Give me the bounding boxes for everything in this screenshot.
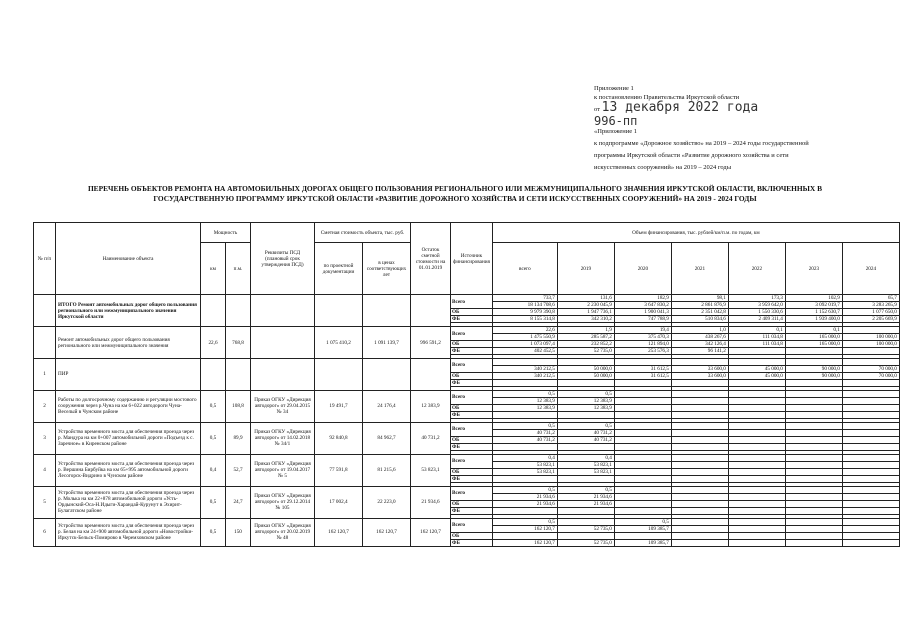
cell: 50 000,0 [557, 372, 614, 379]
row-source: ФБ [451, 316, 493, 323]
cell: 1 550 330,6 [728, 309, 785, 316]
cell-pm: 52,7 [226, 454, 251, 486]
cell: 98,1 [671, 295, 728, 302]
cell-psd: Приказ ОГКУ «Дирекция автодорог» от 20.02.2019 № 48 [251, 518, 315, 546]
program-line-3: искусственных сооружений» на 2019 – 2024 годы [594, 164, 732, 171]
header-2020: 2020 [614, 243, 671, 295]
cell: 0,4 [557, 454, 614, 461]
header-pm: п.м. [226, 243, 251, 295]
row-source: Всего [451, 295, 493, 309]
table-row [34, 359, 900, 366]
cell-km: 0,5 [201, 518, 226, 546]
program-line-2: программы Иркутской области «Развитие дорожного хозяйства и сети [594, 152, 789, 159]
cell-km: 0,4 [201, 454, 226, 486]
row-number: 4 [34, 454, 56, 486]
cell: 96 141,2 [671, 348, 728, 355]
row-number: 2 [34, 390, 56, 422]
cell: 100 000,0 [842, 341, 899, 348]
row-name: Ремонт автомобильных дорог общего пользования регионального или межмуниципального значения [56, 327, 201, 359]
header-est-psd: по проектной документации [315, 243, 363, 295]
cell: 9 979 390,8 [492, 309, 557, 316]
cell-km: 22,6 [201, 327, 226, 359]
cell: 162 120,7 [492, 525, 557, 532]
cell: 21 934,6 [557, 493, 614, 500]
cell-est-psd: 92 840,8 [315, 422, 363, 454]
cell: 109 385,7 [614, 525, 671, 532]
cell-psd: Приказ ОГКУ «Дирекция автодорог» от 29.04.2015 № 34 [251, 390, 315, 422]
program-line-1: к подпрограмме «Дорожное хозяйство» на 2019 – 2024 годы государственной [594, 140, 809, 147]
cell-psd: Приказ ОГКУ «Дирекция автодорог» от 29.12.2014 № 105 [251, 486, 315, 518]
row-number: 3 [34, 422, 56, 454]
row-source: Всего [451, 486, 493, 500]
cell: 111 034,8 [728, 341, 785, 348]
decree-number: 996-пп [594, 114, 638, 128]
cell: 1 077 650,0 [842, 309, 899, 316]
cell: 131,6 [557, 295, 614, 302]
row-number: 6 [34, 518, 56, 546]
cell: 1 475 550,9 [492, 334, 557, 341]
cell: 402 452,5 [492, 348, 557, 355]
cell: 45 000,0 [728, 365, 785, 372]
decree-line: к постановлению Правительства Иркутской области [594, 94, 740, 101]
table-row [34, 327, 900, 334]
cell [842, 327, 899, 334]
cell-rest: 53 823,1 [411, 454, 451, 486]
row-source: ОБ [451, 468, 493, 475]
row-source: ФБ [451, 475, 493, 482]
cell: 2 409 311,4 [728, 316, 785, 323]
cell: 121 894,0 [614, 341, 671, 348]
cell: 109 385,7 [614, 539, 671, 546]
cell: 1 947 736,1 [557, 309, 614, 316]
cell: 21 934,6 [492, 500, 557, 507]
cell: 1 900 041,3 [614, 309, 671, 316]
header-volume: Объем финансирования, тыс. рублей/км/п.м. по годам, км [492, 223, 899, 243]
row-name: ПИР [56, 359, 201, 391]
cell: 53 823,1 [492, 468, 557, 475]
document-title [40, 184, 870, 204]
cell: 2 230 045,9 [557, 302, 614, 309]
cell: 0,5 [557, 390, 614, 397]
cell: 342 310,2 [557, 316, 614, 323]
cell: 438 267,6 [671, 334, 728, 341]
cell: 33 600,0 [671, 365, 728, 372]
row-source: ОБ [451, 532, 493, 539]
row-source: ОБ [451, 500, 493, 507]
cell: 12 383,9 [557, 397, 614, 404]
decree-date: 13 декабря 2022 года [601, 100, 759, 115]
row-source: ФБ [451, 539, 493, 546]
cell: 1 073 097,4 [492, 341, 557, 348]
row-source: Всего [451, 359, 493, 373]
cell: 40 731,2 [557, 429, 614, 436]
cell: 232 852,2 [557, 341, 614, 348]
cell: 53 823,1 [557, 461, 614, 468]
cell: 3 283 265,9 [842, 302, 899, 309]
table-row [34, 486, 900, 493]
cell: 90 000,0 [785, 372, 842, 379]
row-source: ФБ [451, 507, 493, 514]
row-source: Всего [451, 518, 493, 532]
cell: 52 735,0 [557, 539, 614, 546]
cell: 1 152 630,7 [785, 309, 842, 316]
cell: 0,5 [492, 518, 557, 525]
cell-rest: 12 383,9 [411, 390, 451, 422]
cell: 12 383,9 [557, 404, 614, 411]
cell: 340 212,5 [492, 372, 557, 379]
cell: 31 612,5 [614, 365, 671, 372]
cell-km: 0,5 [201, 390, 226, 422]
date-prefix: от [594, 106, 601, 113]
cell: 52 735,0 [557, 525, 614, 532]
cell: 0,5 [492, 486, 557, 493]
header-2024: 2024 [842, 243, 899, 295]
cell: 0,1 [728, 327, 785, 334]
cell: 22,6 [492, 327, 557, 334]
cell-est-psd: 162 120,7 [315, 518, 363, 546]
cell-pm: 108,8 [226, 390, 251, 422]
cell-est-cur: 22 223,0 [363, 486, 411, 518]
header-estimate: Сметная стоимость объекта, тыс. руб. [315, 223, 411, 243]
table-row [34, 518, 900, 525]
cell-est-psd: 17 002,4 [315, 486, 363, 518]
row-source: ФБ [451, 379, 493, 386]
cell: 2 351 042,8 [671, 309, 728, 316]
header-total: всего [492, 243, 557, 295]
cell: 1 939 400,0 [785, 316, 842, 323]
row-source: ОБ [451, 436, 493, 443]
cell: 0,5 [492, 422, 557, 429]
row-source: ОБ [451, 309, 493, 316]
header-2022: 2022 [728, 243, 785, 295]
row-number: 5 [34, 486, 56, 518]
cell: 285 587,2 [557, 334, 614, 341]
table-row [34, 422, 900, 429]
cell-est-psd: 1 075 410,2 [315, 327, 363, 359]
cell: 0,5 [614, 518, 671, 525]
cell: 0,1 [785, 327, 842, 334]
row-source: ФБ [451, 411, 493, 418]
cell-km: 0,5 [201, 422, 226, 454]
title-line-1: ПЕРЕЧЕНЬ ОБЪЕКТОВ РЕМОНТА НА АВТОМОБИЛЬНЫХ ДОРОГАХ ОБЩЕГО ПОЛЬЗОВАНИЯ РЕГИОНАЛЬНОГО ИЛИ МЕЖМУНИЦИПАЛЬНОГО ЗНАЧЕНИЯ ИРКУТСКОЙ ОБЛАСТИ, ВКЛЮЧЕННЫХ В [87, 184, 823, 193]
cell: 0,5 [557, 486, 614, 493]
cell: 0,4 [492, 454, 557, 461]
cell-pm: 24,7 [226, 486, 251, 518]
cell-pm: 89,9 [226, 422, 251, 454]
cell-est-cur: 162 120,7 [363, 518, 411, 546]
cell: 40 731,2 [492, 429, 557, 436]
cell: 12 383,9 [492, 404, 557, 411]
header-name: Наименование объекта [56, 223, 201, 295]
row-name: Устройство временного моста для обеспечения проезда через р. Молька на км 22+878 автомобильной дороги «Усть-Ордынский-Оса-Н.Идыги-Харандай-Курунут в Эхирит-Булагатском районе [56, 486, 201, 518]
row-source: Всего [451, 327, 493, 341]
row-source: Всего [451, 390, 493, 404]
header-power: Мощность [201, 223, 251, 243]
row-name: Устройство временного моста для обеспечения проезда через р. Белая на км 24+900 автомобильной дороги «Новостройки-Иркутск-Бельск-Помирово в Черемховском районе [56, 518, 201, 546]
row-name: Устройство временного моста для обеспечения проезда через р. Вершина Бирбуйка на км 65+995 автомобильной дороги Лесогорск-Видрино в Чунском районе [56, 454, 201, 486]
cell: 340 212,5 [492, 365, 557, 372]
cell-pm: 768,8 [226, 327, 251, 359]
row-source: ФБ [451, 443, 493, 450]
cell: 90 000,0 [785, 365, 842, 372]
cell [728, 348, 785, 355]
table-row [34, 390, 900, 397]
header-2021: 2021 [671, 243, 728, 295]
cell-rest: 21 934,6 [411, 486, 451, 518]
row-source: Всего [451, 422, 493, 436]
row-source: ОБ [451, 341, 493, 348]
cell: 21 934,6 [557, 500, 614, 507]
cell: 2 205 669,9 [842, 316, 899, 323]
header-2019: 2019 [557, 243, 614, 295]
cell-km: 0,5 [201, 486, 226, 518]
cell: 733,7 [492, 295, 557, 302]
table-row [34, 295, 900, 302]
cell-est-cur: 1 091 139,7 [363, 327, 411, 359]
header-psd: Реквизиты ПСД (плановый срок утверждения ПСД) [251, 223, 315, 295]
row-number: 1 [34, 359, 56, 391]
cell: 375 470,3 [614, 334, 671, 341]
cell-psd: Приказ ОГКУ «Дирекция автодорог» от 19.04.2017 № 5 [251, 454, 315, 486]
cell: 165 000,0 [785, 341, 842, 348]
cell: 53 823,1 [557, 468, 614, 475]
objects-table [33, 222, 900, 547]
cell: 40 731,2 [557, 436, 614, 443]
header-2023: 2023 [785, 243, 842, 295]
header-est-cur: в ценах соответствующих лет [363, 243, 411, 295]
row-name: ИТОГО Ремонт автомобильных дорог общего пользования регионального или межмуниципального значения Иркутской области [56, 295, 201, 327]
cell: 52 735,0 [557, 348, 614, 355]
cell: 65,7 [842, 295, 899, 302]
cell: 50 000,0 [557, 365, 614, 372]
cell [785, 348, 842, 355]
cell: 100 000,0 [842, 334, 899, 341]
row-source: ОБ [451, 372, 493, 379]
cell: 253 576,3 [614, 348, 671, 355]
header-rest: Остаток сметной стоимости на 01.01.2019 [411, 223, 451, 295]
row-source: ОБ [451, 404, 493, 411]
cell: 33 600,0 [671, 372, 728, 379]
header-num: № п/п [34, 223, 56, 295]
header-km: км [201, 243, 226, 295]
cell: 111 034,8 [728, 334, 785, 341]
cell: 21 934,6 [492, 493, 557, 500]
cell: 45 000,0 [728, 372, 785, 379]
cell: 2 861 876,9 [671, 302, 728, 309]
cell: 162 120,7 [492, 539, 557, 546]
cell: 173,3 [728, 295, 785, 302]
cell: 31 612,5 [614, 372, 671, 379]
cell: 18 134 708,6 [492, 302, 557, 309]
cell: 3 959 642,0 [728, 302, 785, 309]
cell [557, 518, 614, 525]
cell: 165 000,0 [785, 334, 842, 341]
header-source: Источник финансирования [451, 223, 493, 295]
cell-psd: Приказ ОГКУ «Дирекция автодорог» от 14.02.2018 № 34/1 [251, 422, 315, 454]
cell: 510 834,6 [671, 316, 728, 323]
cell-pm: 150 [226, 518, 251, 546]
cell: 53 823,1 [492, 461, 557, 468]
cell: 0,5 [492, 390, 557, 397]
cell-est-cur: 84 962,7 [363, 422, 411, 454]
table-row [34, 454, 900, 461]
appendix-label: Приложение 1 [594, 85, 634, 92]
cell-est-psd: 19 491,7 [315, 390, 363, 422]
cell-rest: 996 591,2 [411, 327, 451, 359]
row-source: Всего [451, 454, 493, 468]
cell: 8 155 314,8 [492, 316, 557, 323]
cell: 3 092 019,7 [785, 302, 842, 309]
cell: 1,0 [671, 327, 728, 334]
cell [842, 348, 899, 355]
cell-rest: 162 120,7 [411, 518, 451, 546]
cell-rest: 40 731,2 [411, 422, 451, 454]
cell-est-cur: 81 215,6 [363, 454, 411, 486]
cell: 182,9 [614, 295, 671, 302]
cell: 342 126,4 [671, 341, 728, 348]
cell-est-cur: 24 176,4 [363, 390, 411, 422]
cell-est-psd: 77 591,8 [315, 454, 363, 486]
cell: 12 383,9 [492, 397, 557, 404]
cell: 3 647 830,2 [614, 302, 671, 309]
row-name: Работы по долгосрочному содержанию и регуляции мостового сооружения через р.Чуна на км 6+022 автодороги Чуна-Веселый в Чунском районе [56, 390, 201, 422]
cell: 1,9 [557, 327, 614, 334]
decree-header [594, 84, 809, 172]
cell: 0,5 [557, 422, 614, 429]
cell: 102,9 [785, 295, 842, 302]
cell: 70 000,0 [842, 365, 899, 372]
cell: 70 000,0 [842, 372, 899, 379]
appendix-label-2: «Приложение 1 [594, 128, 638, 135]
row-name: Устройство временного моста для обеспечения проезда через р. Мандура на км 0+007 автомобильной дороги «Подъезд к с. Заречное» в Киренском районе [56, 422, 201, 454]
cell: 747 788,9 [614, 316, 671, 323]
cell: 40 731,2 [492, 436, 557, 443]
cell: 19,4 [614, 327, 671, 334]
title-line-2: ГОСУДАРСТВЕННУЮ ПРОГРАММУ ИРКУТСКОЙ ОБЛАСТИ «РАЗВИТИЕ ДОРОЖНОГО ХОЗЯЙСТВА И СЕТИ ИСКУССТВЕННЫХ СООРУЖЕНИЙ» НА 2019 - 2024 ГОДЫ [153, 194, 757, 203]
row-source: ФБ [451, 348, 493, 355]
